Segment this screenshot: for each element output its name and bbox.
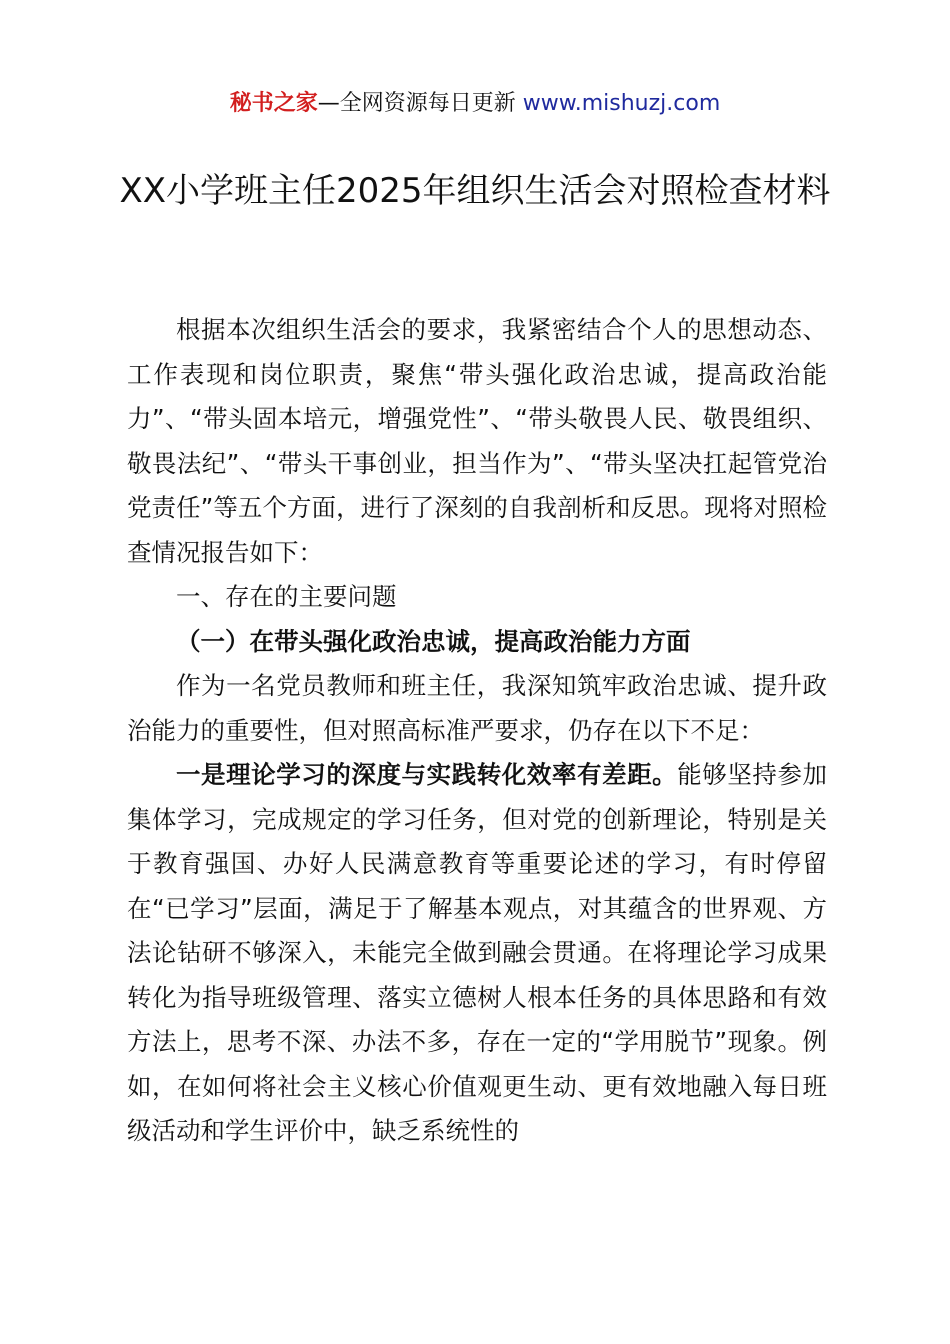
document-body (127, 308, 827, 1154)
brand-name: 秘书之家 (229, 91, 318, 116)
intro-paragraph: 根据本次组织生活会的要求，我紧密结合个人的思想动态、工作表现和岗位职责，聚焦“带头强化政治忠诚，提高政治能力”、“带头固本培元，增强党性”、“带头敬畏人民、敬畏组织、敬畏法纪”、“带头干事创业，担当作为”、“带头坚决扛起管党治党责任”等五个方面，进行了深刻的自我剖析和反思。现将对照检查情况报告如下： (127, 315, 827, 567)
site-header (0, 88, 950, 120)
point-lead: 一是理论学习的深度与实践转化效率有差距。 (176, 760, 678, 789)
header-tagline: —全网资源每日更新 (317, 91, 523, 116)
point-paragraph (127, 753, 827, 1154)
subsection-heading: （一）在带头强化政治忠诚，提高政治能力方面 (176, 626, 691, 656)
site-url-link[interactable]: www.mishuzj.com (522, 91, 721, 116)
document-title: XX小学班主任2025年组织生活会对照检查材料 (119, 171, 831, 211)
point-body: 能够坚持参加集体学习，完成规定的学习任务，但对党的创新理论，特别是关于教育强国、办好人民满意教育等重要论述的学习，有时停留在“已学习”层面，满足于了解基本观点，对其蕴含的世界观、方法论钻研不够深入，未能完全做到融会贯通。在将理论学习成果转化为指导班级管理、落实立德树人根本任务的具体思路和有效方法上，思考不深、办法不多，存在一定的“学用脱节”现象。例如，在如何将社会主义核心价值观更生动、更有效地融入每日班级活动和学生评价中，缺乏系统性的 (127, 760, 828, 1145)
body-paragraph: 作为一名党员教师和班主任，我深知筑牢政治忠诚、提升政治能力的重要性，但对照高标准严要求，仍存在以下不足： (127, 671, 827, 745)
section-heading: 一、存在的主要问题 (176, 582, 397, 611)
